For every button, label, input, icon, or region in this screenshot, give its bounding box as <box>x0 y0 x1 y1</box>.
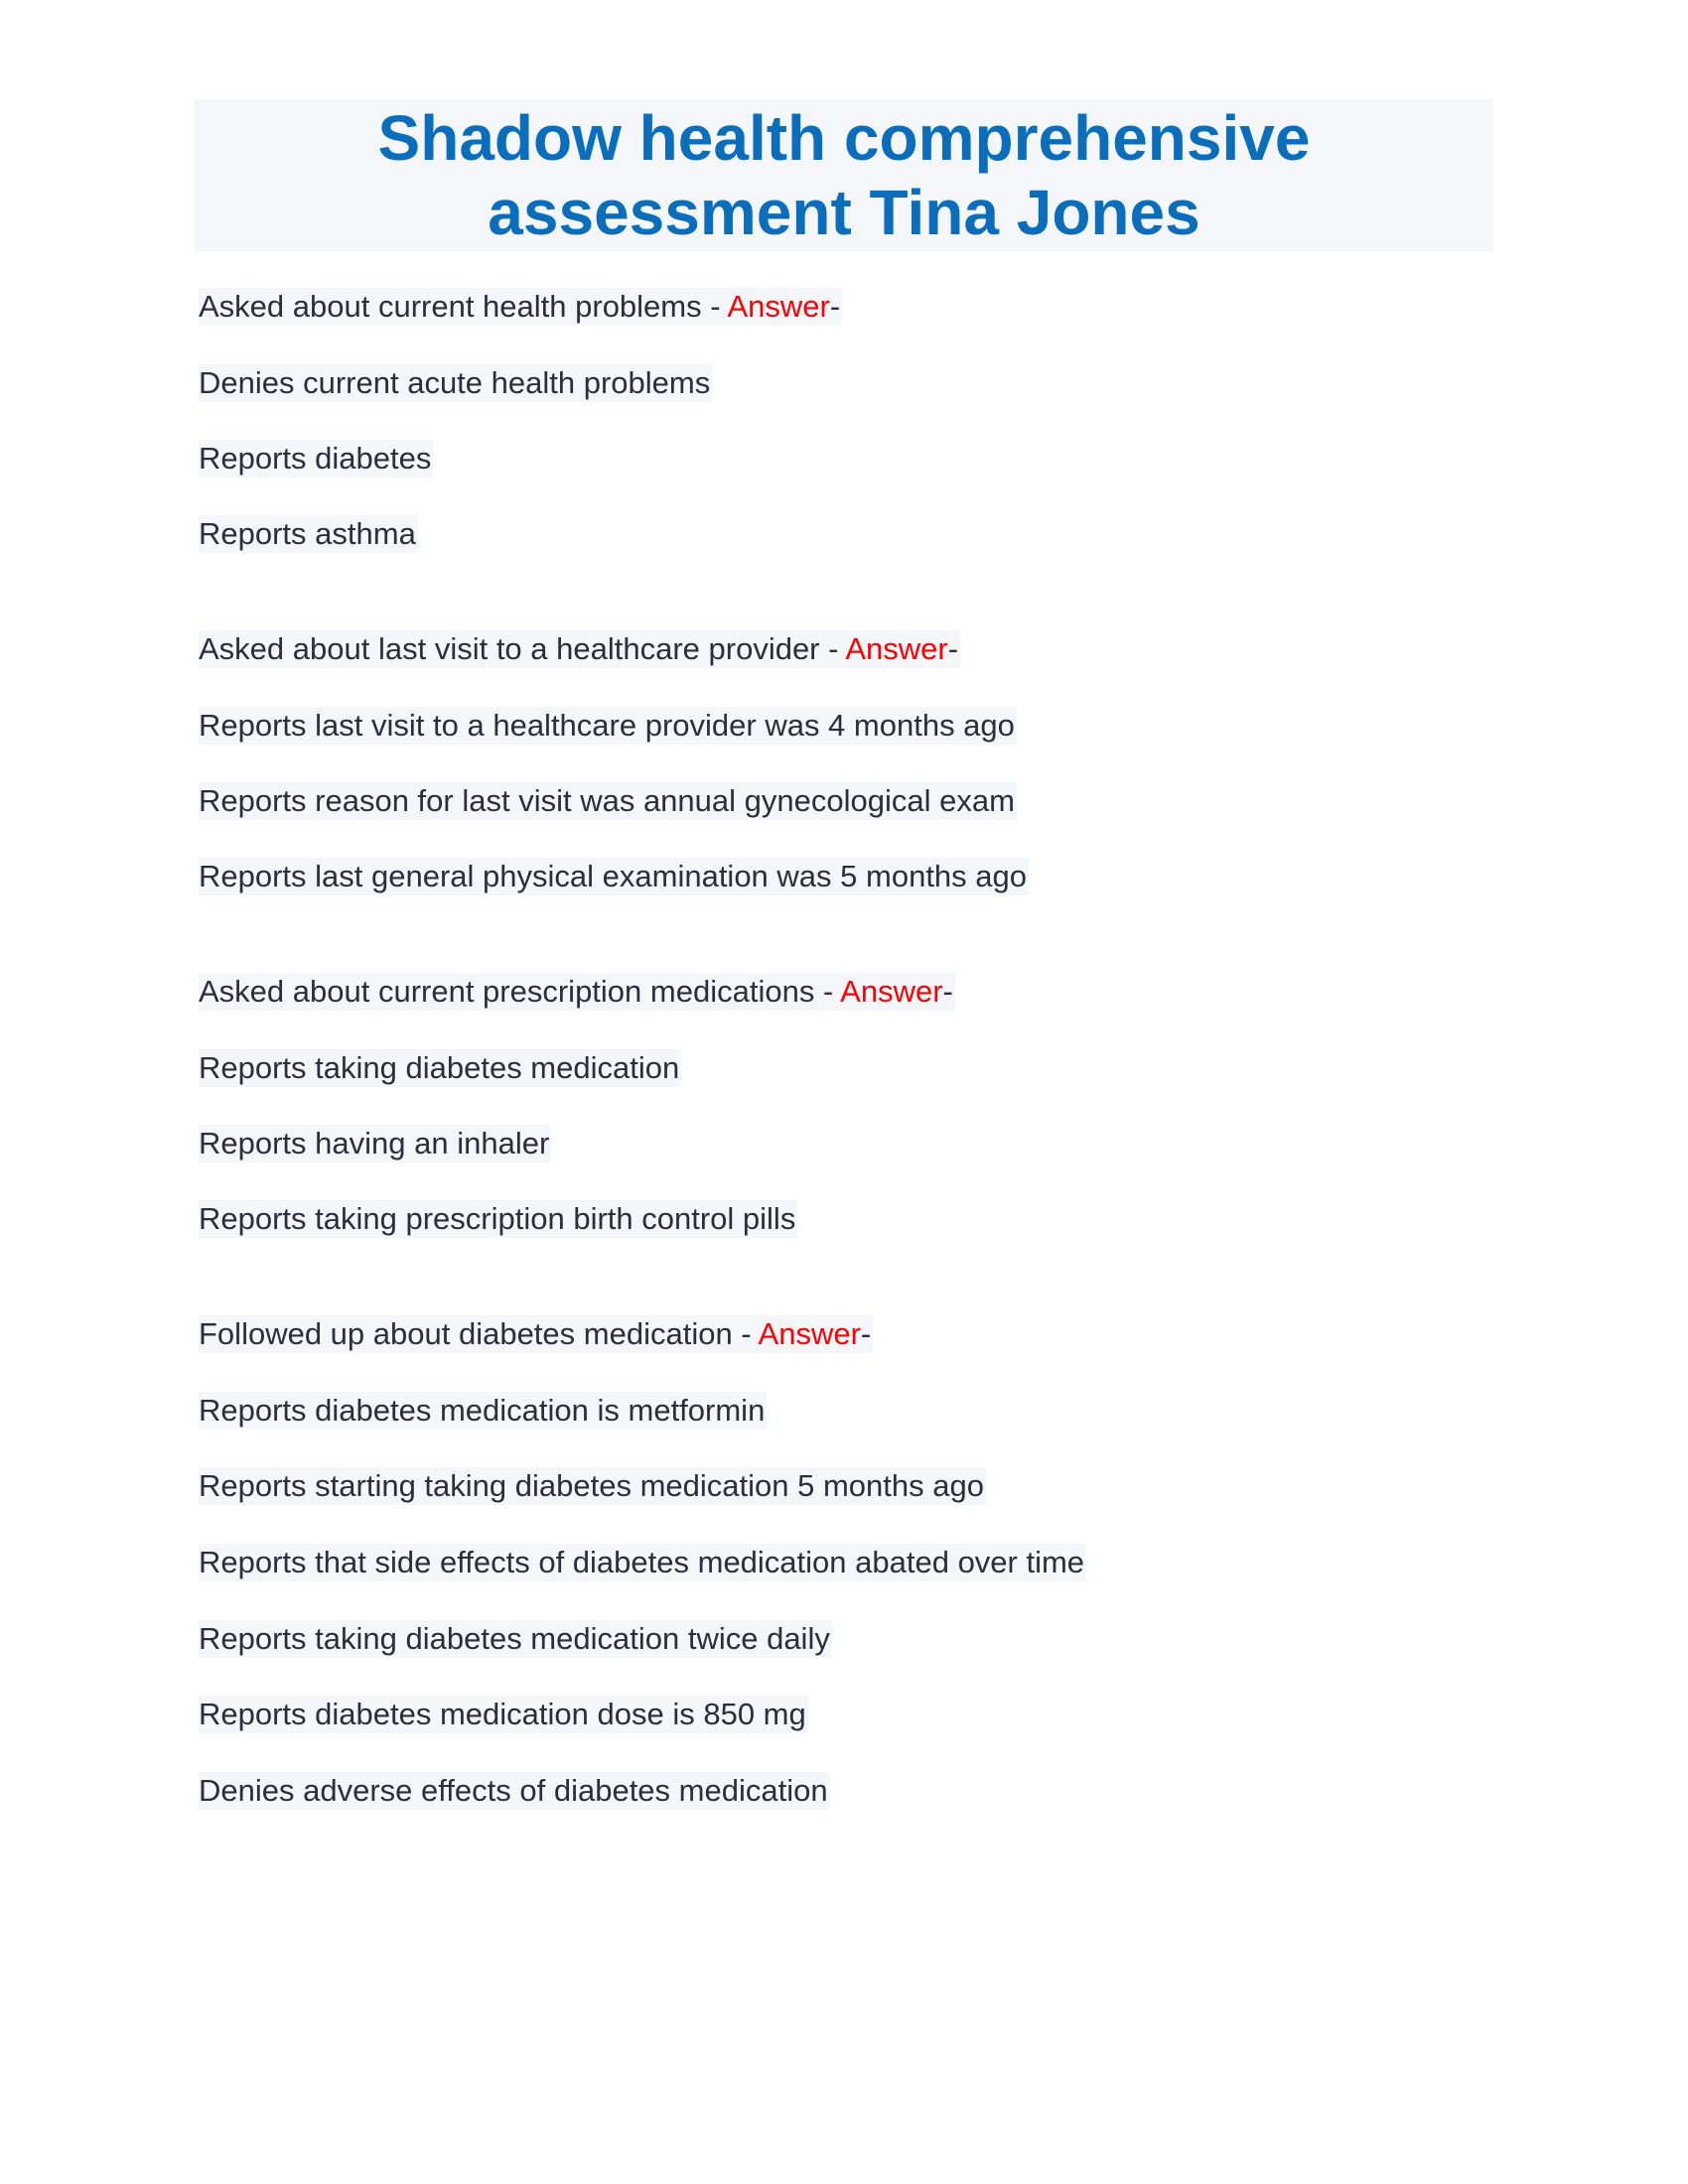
answer-label: Answer <box>840 974 943 1009</box>
answer-line: Reports last general physical examination was 5 months ago <box>199 859 1028 893</box>
answer-label: Answer <box>845 631 948 666</box>
question-line <box>199 288 842 326</box>
answer-line: Reports taking diabetes medication <box>199 1050 680 1085</box>
question-line <box>199 973 955 1011</box>
title-line-2: assessment Tina Jones <box>488 177 1200 248</box>
answer-line: Reports diabetes medication dose is 850 mg <box>199 1697 806 1731</box>
question-text: Asked about last visit to a healthcare provider - <box>199 631 846 666</box>
question-text: Followed up about diabetes medication - <box>199 1316 759 1351</box>
answer-line: Reports diabetes medication is metformin <box>199 1393 766 1428</box>
answer-suffix: - <box>860 1316 872 1351</box>
answer-line: Reports diabetes <box>199 441 432 476</box>
answer-suffix: - <box>829 289 841 324</box>
document-title-block <box>195 99 1493 251</box>
title-line-1: Shadow health comprehensive <box>377 102 1311 174</box>
answer-suffix: - <box>947 631 959 666</box>
answer-line: Reports starting taking diabetes medication 5 months ago <box>199 1468 984 1503</box>
question-text: Asked about current health problems - <box>199 289 728 324</box>
answer-line: Reports reason for last visit was annual gynecological exam <box>199 783 1015 818</box>
answer-line: Reports that side effects of diabetes medication abated over time <box>199 1545 1085 1579</box>
answer-suffix: - <box>942 974 953 1009</box>
answer-line: Reports taking diabetes medication twice daily <box>199 1621 830 1656</box>
answer-label: Answer <box>727 289 830 324</box>
question-line <box>199 630 960 668</box>
answer-line: Reports taking prescription birth control pills <box>199 1201 796 1236</box>
answer-line: Denies current acute health problems <box>199 365 711 400</box>
answer-line: Reports asthma <box>199 516 416 551</box>
document-title <box>195 99 1493 250</box>
question-text: Asked about current prescription medications - <box>199 974 841 1009</box>
answer-line: Reports having an inhaler <box>199 1126 550 1160</box>
question-line <box>199 1315 873 1353</box>
answer-label: Answer <box>758 1316 861 1351</box>
answer-line: Denies adverse effects of diabetes medication <box>199 1773 828 1808</box>
answer-line: Reports last visit to a healthcare provider was 4 months ago <box>199 708 1015 743</box>
